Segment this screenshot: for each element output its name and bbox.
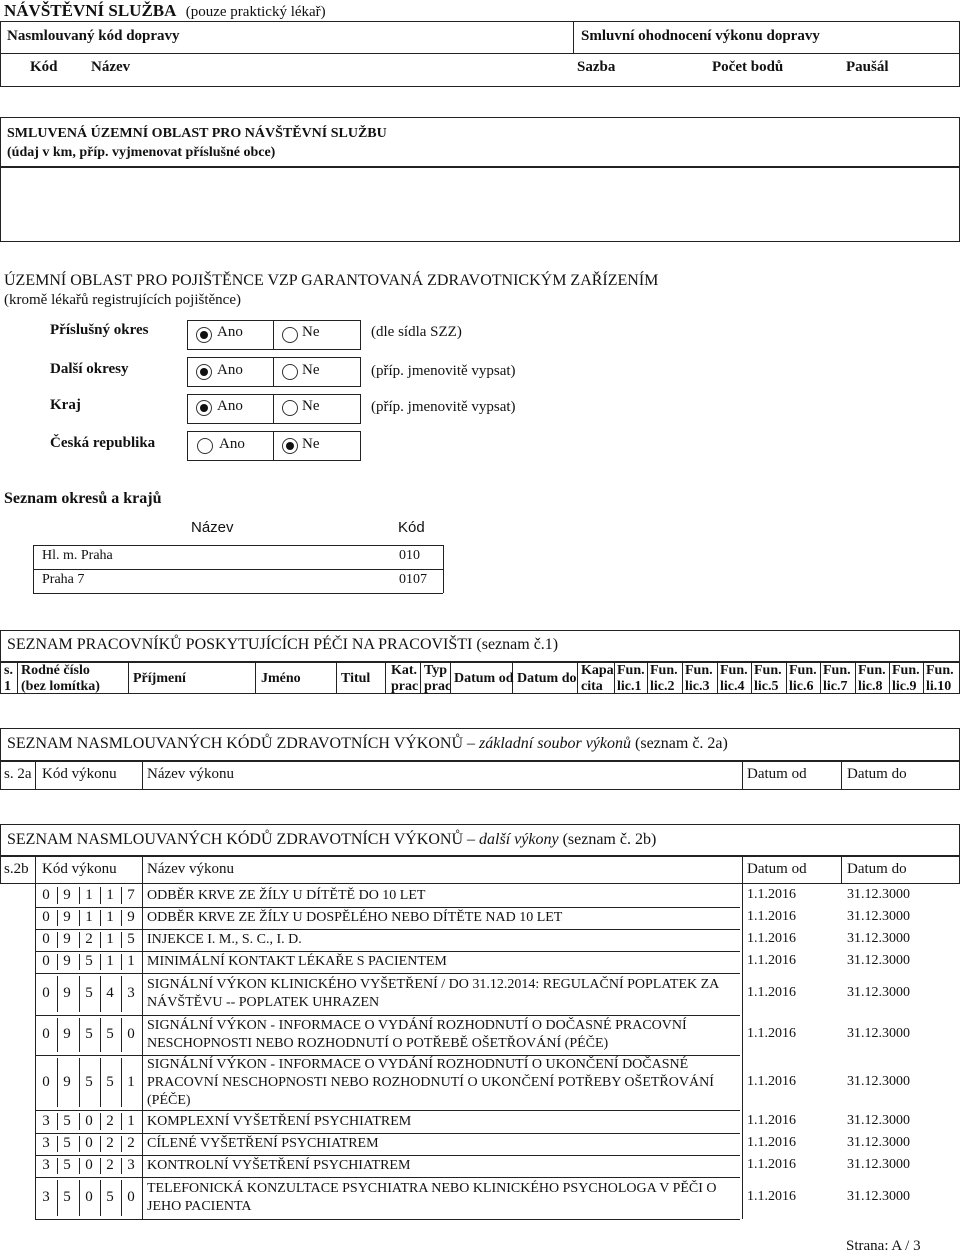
code-digit: 1 (106, 886, 114, 903)
workers-col-title: Titul (341, 671, 371, 686)
procedure-date-to: 31.12.3000 (847, 953, 910, 968)
procedure-name: INJEKCE I. M., S. C., I. D. (147, 932, 302, 947)
code-digit: 5 (106, 1189, 114, 1205)
additional-col-date-to: Datum do (847, 861, 907, 877)
code-digit: 5 (85, 985, 93, 1001)
basic-heading: SEZNAM NASMLOUVANÝCH KÓDŮ ZDRAVOTNÍCH VÝKONŮ – základní soubor výkonů (seznam č. 2a) (7, 735, 728, 752)
procedure-date-from: 1.1.2016 (747, 886, 796, 902)
transport-col-points: Počet bodů (712, 59, 784, 75)
code-digit: 9 (63, 909, 71, 925)
procedure-name: KOMPLEXNÍ VYŠETŘENÍ PSYCHIATREM (147, 1113, 412, 1129)
district-row-name: Hl. m. Praha (42, 548, 113, 563)
agreed-transport-code-label: Nasmlouvaný kód dopravy (7, 28, 180, 44)
code-digit: 0 (85, 1135, 93, 1151)
territory-choice-czech-republic (187, 431, 361, 461)
agreed-transport-valuation-label: Smluvní ohodnocení výkonu dopravy (581, 28, 820, 44)
workers-col-birth-number: Rodné číslo (bez lomítka) (21, 663, 100, 694)
procedure-date-from: 1.1.2016 (747, 1026, 796, 1041)
basic-col-seq: s. 2a (4, 766, 32, 782)
code-digit: 9 (63, 886, 71, 903)
code-digit: 0 (85, 1112, 93, 1129)
other-districts-note: (příp. jmenovitě vypsat) (371, 363, 516, 379)
procedure-date-to: 31.12.3000 (847, 931, 910, 946)
procedure-name: SIGNÁLNÍ VÝKON KLINICKÉHO VYŠETŘENÍ / DO 31.12.2014: REGULAČNÍ POPLATEK ZA NÁVŠTĚVU -- POPLATEK UHRAZEN (147, 977, 719, 1010)
czech-republic-no-label: Ne (302, 436, 320, 452)
territory-choice-other-districts (187, 357, 361, 387)
district-yes-label: Ano (217, 324, 243, 340)
radio-other-districts-yes[interactable] (196, 364, 212, 380)
page-number: Strana: A / 3 (846, 1238, 921, 1254)
procedure-name: KONTROLNÍ VYŠETŘENÍ PSYCHIATREM (147, 1158, 411, 1173)
code-digit: 3 (42, 1112, 50, 1129)
district-no-label: Ne (302, 324, 320, 340)
code-digit: 0 (85, 1189, 93, 1205)
code-digit: 0 (42, 1073, 50, 1090)
radio-czech-republic-no[interactable] (282, 438, 298, 454)
territory-label-district: Příslušný okres (50, 322, 149, 338)
additional-col-seq: s.2b (4, 861, 29, 877)
code-digit: 9 (63, 1026, 71, 1042)
workers-col-function-license: Fun. lic.1 (617, 663, 645, 694)
visit-area-field[interactable] (0, 167, 960, 242)
procedure-name: SIGNÁLNÍ VÝKON - INFORMACE O VYDÁNÍ ROZHODNUTÍ O UKONČENÍ DOČASNÉ PRACOVNÍ NESCHOPNOSTI NEBO ROZHODNUTÍ O UKONČENÍ POTŘEBY OŠETŘOVÁNÍ (PÉČE) (147, 1056, 714, 1108)
region-yes-label: Ano (217, 398, 243, 414)
procedure-date-to: 31.12.3000 (847, 886, 910, 902)
code-digit: 1 (106, 931, 114, 947)
code-digit: 9 (127, 909, 135, 925)
workers-col-function-license: Fun. lic.8 (858, 663, 886, 694)
procedure-date-from: 1.1.2016 (747, 931, 796, 946)
code-digit: 5 (63, 1189, 71, 1205)
code-digit: 9 (63, 1073, 71, 1090)
procedure-date-to: 31.12.3000 (847, 1189, 910, 1204)
radio-czech-republic-yes[interactable] (197, 438, 213, 454)
code-digit: 0 (42, 886, 50, 903)
procedure-date-to: 31.12.3000 (847, 909, 910, 924)
procedure-date-to: 31.12.3000 (847, 1026, 910, 1041)
workers-col-name: Jméno (261, 671, 301, 686)
other-districts-no-label: Ne (302, 362, 320, 378)
code-digit: 5 (63, 1157, 71, 1173)
radio-other-districts-no[interactable] (282, 364, 298, 380)
code-digit: 2 (106, 1112, 114, 1129)
page-title (4, 1, 326, 21)
territory-choice-district (187, 320, 361, 350)
districts-col-code: Kód (398, 519, 425, 536)
procedure-name: MINIMÁLNÍ KONTAKT LÉKAŘE S PACIENTEM (147, 954, 447, 969)
code-digit: 5 (106, 1026, 114, 1042)
workers-col-surname: Příjmení (133, 671, 186, 686)
district-row-code: 0107 (399, 572, 427, 587)
code-digit: 3 (42, 1189, 50, 1205)
additional-col-code: Kód výkonu (42, 861, 117, 877)
region-no-label: Ne (302, 398, 320, 414)
district-note: (dle sídla SZZ) (371, 324, 462, 340)
procedure-date-to: 31.12.3000 (847, 1135, 910, 1150)
workers-col-function-license: Fun. lic.7 (823, 663, 851, 694)
procedure-name: SIGNÁLNÍ VÝKON - INFORMACE O VYDÁNÍ ROZHODNUTÍ O DOČASNÉ PRACOVNÍ NESCHOPNOSTI NEBO ROZHODNUTÍ O POTŘEBĚ OŠETŘOVÁNÍ (PÉČE) (147, 1018, 687, 1051)
title-text: NÁVŠTĚVNÍ SLUŽBA (4, 1, 176, 20)
workers-col-type: Typ prac (424, 663, 452, 694)
code-digit: 5 (85, 1026, 93, 1042)
procedure-name: CÍLENÉ VYŠETŘENÍ PSYCHIATREM (147, 1136, 379, 1151)
procedure-date-to: 31.12.3000 (847, 1157, 910, 1172)
procedure-date-from: 1.1.2016 (747, 1157, 796, 1172)
procedure-name: TELEFONICKÁ KONZULTACE PSYCHIATRA NEBO KLINICKÉHO PSYCHOLOGA V PĚČI O JEHO PACIENTA (147, 1181, 717, 1214)
procedure-date-from: 1.1.2016 (747, 909, 796, 924)
code-digit: 0 (42, 931, 50, 947)
code-digit: 5 (127, 931, 135, 947)
additional-col-name: Název výkonu (147, 861, 235, 877)
districts-heading: Seznam okresů a krajů (4, 490, 162, 507)
code-digit: 1 (127, 1112, 135, 1129)
workers-col-capacity: Kapa cita (581, 663, 614, 694)
code-digit: 3 (42, 1135, 50, 1151)
code-digit: 2 (127, 1135, 135, 1151)
workers-col-date-from: Datum od (454, 671, 514, 686)
czech-republic-yes-label: Ano (219, 436, 245, 452)
procedure-name: ODBĚR KRVE ZE ŽÍLY U DÍTĚTĚ DO 10 LET (147, 887, 426, 903)
procedure-name: ODBĚR KRVE ZE ŽÍLY U DOSPĚLÉHO NEBO DÍTĚTE NAD 10 LET (147, 910, 563, 925)
code-digit: 5 (106, 1073, 114, 1090)
territory-heading: ÚZEMNÍ OBLAST PRO POJIŠTĚNCE VZP GARANTOVANÁ ZDRAVOTNICKÝM ZAŘÍZENÍM (4, 272, 659, 289)
basic-col-date-from: Datum od (747, 766, 807, 782)
transport-col-flat: Paušál (846, 59, 889, 75)
districts-col-name: Název (191, 519, 234, 536)
additional-header-row (0, 856, 960, 884)
code-digit: 3 (127, 985, 135, 1001)
code-digit: 1 (127, 1073, 135, 1090)
additional-heading: SEZNAM NASMLOUVANÝCH KÓDŮ ZDRAVOTNÍCH VÝKONŮ – další výkony (seznam č. 2b) (7, 831, 657, 848)
code-digit: 1 (127, 953, 135, 969)
code-digit: 1 (85, 886, 93, 903)
code-digit: 0 (127, 1026, 135, 1042)
procedure-date-from: 1.1.2016 (747, 1189, 796, 1204)
territory-label-czech-republic: Česká republika (50, 435, 156, 451)
code-digit: 9 (63, 953, 71, 969)
workers-col-category: Kat. prac (391, 663, 419, 694)
code-digit: 9 (63, 931, 71, 947)
code-digit: 2 (106, 1135, 114, 1151)
code-digit: 3 (127, 1157, 135, 1173)
code-digit: 1 (106, 953, 114, 969)
code-digit: 0 (42, 1026, 50, 1042)
code-digit: 0 (85, 1157, 93, 1173)
workers-col-function-license: Fun. lic.6 (789, 663, 817, 694)
code-digit: 0 (42, 953, 50, 969)
district-row-code: 010 (399, 548, 420, 563)
additional-col-date-from: Datum od (747, 861, 807, 877)
code-digit: 0 (42, 985, 50, 1001)
visit-area-title: SMLUVENÁ ÚZEMNÍ OBLAST PRO NÁVŠTĚVNÍ SLUŽBU (7, 126, 387, 141)
code-digit: 1 (85, 909, 93, 925)
procedure-date-from: 1.1.2016 (747, 953, 796, 968)
workers-heading: SEZNAM PRACOVNÍKŮ POSKYTUJÍCÍCH PÉČI NA PRACOVIŠTI (seznam č.1) (7, 636, 559, 653)
procedure-date-from: 1.1.2016 (747, 1112, 796, 1128)
workers-col-function-license: Fun. lic.4 (720, 663, 748, 694)
basic-col-name: Název výkonu (147, 766, 235, 782)
title-note: (pouze praktický lékař) (185, 4, 326, 20)
radio-region-no[interactable] (282, 400, 298, 416)
code-digit: 4 (106, 985, 114, 1001)
transport-col-code: Kód (30, 59, 58, 75)
territory-label-region: Kraj (50, 397, 81, 413)
code-digit: 5 (63, 1135, 71, 1151)
workers-col-function-license: Fun. lic.5 (754, 663, 782, 694)
procedure-date-to: 31.12.3000 (847, 985, 910, 1000)
basic-header-row (0, 761, 960, 790)
procedure-date-from: 1.1.2016 (747, 1073, 796, 1089)
code-digit: 1 (106, 909, 114, 925)
visit-area-subtitle: (údaj v km, příp. vyjmenovat příslušné obce) (7, 145, 276, 160)
workers-col-function-license: Fun. lic.2 (650, 663, 678, 694)
code-digit: 2 (85, 931, 93, 947)
procedure-date-from: 1.1.2016 (747, 1135, 796, 1150)
workers-col-date-to: Datum do (517, 671, 577, 686)
other-districts-yes-label: Ano (217, 362, 243, 378)
code-digit: 5 (85, 953, 93, 969)
code-digit: 2 (106, 1157, 114, 1173)
workers-col-function-license: Fun. lic.3 (685, 663, 713, 694)
workers-col-seq: s. 1 (4, 663, 13, 694)
radio-district-no[interactable] (282, 327, 298, 343)
basic-col-date-to: Datum do (847, 766, 907, 782)
transport-col-name: Název (91, 59, 131, 75)
radio-region-yes[interactable] (196, 400, 212, 416)
code-digit: 9 (63, 985, 71, 1001)
workers-col-function-license: Fun. li.10 (926, 663, 954, 694)
code-digit: 3 (42, 1157, 50, 1173)
territory-subheading: (kromě lékařů registrujících pojištěnce) (4, 292, 241, 308)
procedure-date-to: 31.12.3000 (847, 1112, 910, 1128)
territory-choice-region (187, 394, 361, 424)
code-digit: 5 (63, 1112, 71, 1129)
radio-district-yes[interactable] (196, 327, 212, 343)
code-digit: 0 (127, 1189, 135, 1205)
transport-col-rate: Sazba (577, 59, 616, 75)
code-digit: 7 (127, 886, 135, 903)
code-digit: 5 (85, 1073, 93, 1090)
basic-col-code: Kód výkonu (42, 766, 117, 782)
territory-label-other-districts: Další okresy (50, 361, 129, 377)
workers-col-function-license: Fun. lic.9 (892, 663, 920, 694)
procedure-date-from: 1.1.2016 (747, 985, 796, 1000)
procedure-date-to: 31.12.3000 (847, 1073, 910, 1089)
district-row-name: Praha 7 (42, 572, 85, 587)
region-note: (příp. jmenovitě vypsat) (371, 399, 516, 415)
code-digit: 0 (42, 909, 50, 925)
